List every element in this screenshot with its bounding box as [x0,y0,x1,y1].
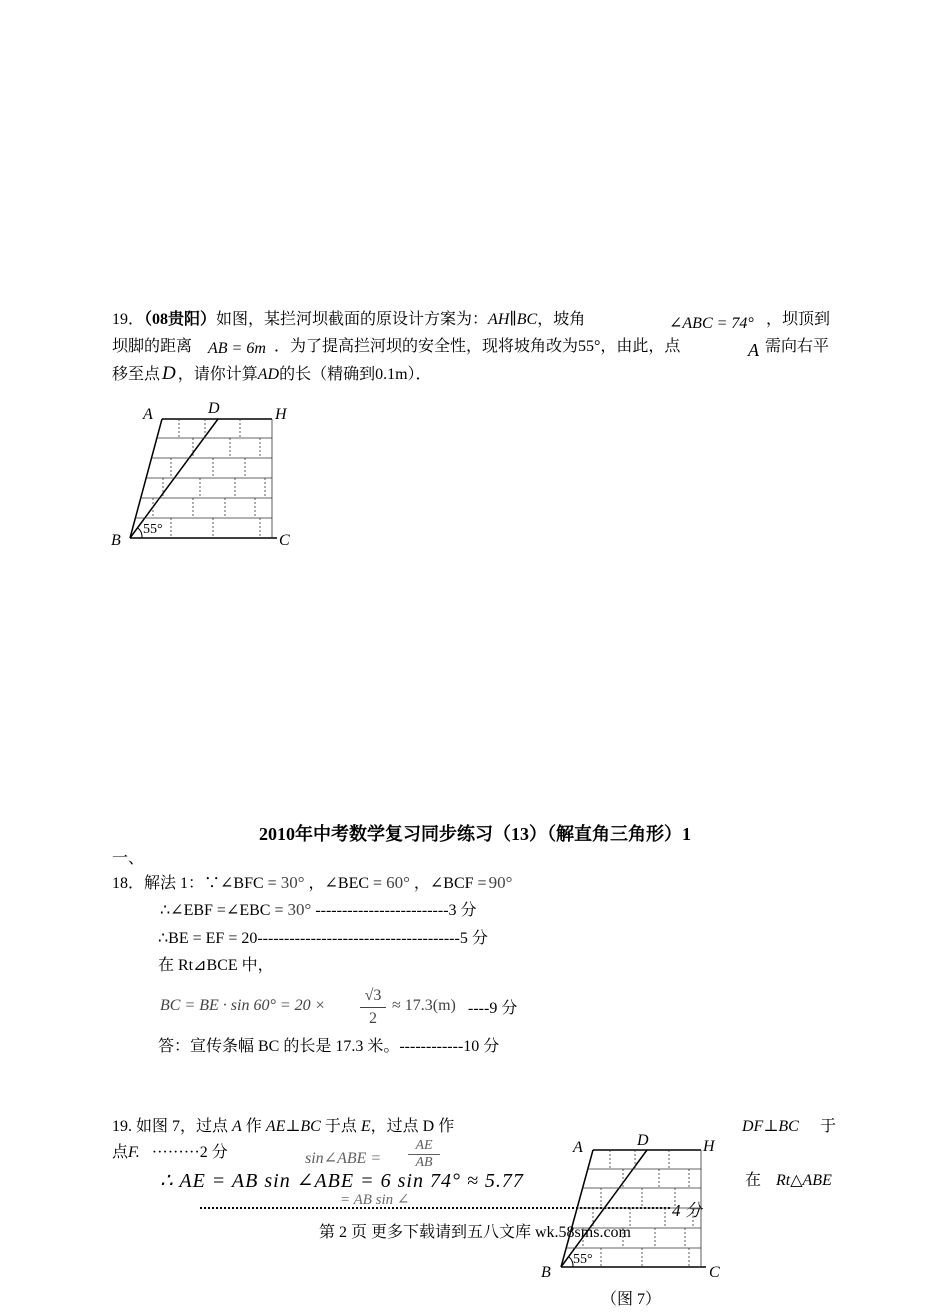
q19-line5-score: 4 分 [672,1201,702,1220]
problem19-line2 [112,336,192,358]
q19-text: 于 [820,1118,837,1135]
sin-denominator: AB [415,1155,433,1170]
figure2-caption: （图 7） [601,1291,662,1308]
q19-line1 [112,1116,454,1138]
formula-score: ----9 分 [468,1000,518,1017]
angle-60-value: 60° [386,873,410,892]
dam-figure-1 [105,395,305,555]
q18-line3: ∴BE = EF = 20--------------------------------------5 分 [158,930,488,947]
q19-text: 19. 如图 7，过点 [112,1118,229,1135]
q19-df-bc: DF⊥BC [742,1118,799,1135]
q18-score: -------------------------3 分 [315,902,477,919]
problem-text: 需向右平 [765,338,830,355]
fig2-angle-label: 55° [573,1252,593,1267]
angle-abc-expr: ∠ABC = 74° [669,315,754,332]
point-a-label: A [748,340,759,360]
fig2-label-h: H [703,1138,715,1155]
formula-left: BC = BE · sin 60° = 20 × [160,997,326,1014]
fig1-label-a: A [143,406,153,423]
q18-text: ∴∠EBF =∠EBC = [160,902,284,919]
problem-text: ，请你计算 [177,366,258,383]
angle-90-value: 90° [488,873,513,892]
fig2-label-d: D [637,1132,649,1149]
q18-text: 18．解法 1：∵∠BFC = [112,875,277,892]
q19-score: ·········2 分 [151,1144,228,1161]
point-d-label: D [162,363,176,384]
q18-line1 [112,872,514,895]
problem-text: 坝脚的距离 [112,338,193,355]
q19-text: 于点 [324,1118,357,1135]
q19-text: 点 [112,1144,129,1161]
problem19-line3 [112,363,432,386]
problem-text: ，坡角 [537,311,586,328]
angle-30-value: 30° [280,873,305,892]
fraction-numerator: √3 [360,985,386,1008]
fig1-label-d: D [208,400,220,417]
q19-rt-abe: Rt△ABE [776,1172,832,1189]
problem-text: ，坝顶到 [766,311,831,328]
fig2-label-a: A [573,1139,583,1156]
angle-30-value: 30° [287,900,312,919]
q19-text: 作 [245,1118,262,1135]
q18-text: ，∠BCF = [413,875,487,892]
q19-line3-right: 在 [745,1172,762,1189]
fig1-angle-label: 55° [143,522,163,537]
q19-line4-partial: = AB sin ∠ [340,1192,410,1208]
segment-ad: AD [257,366,280,383]
formula-fraction [360,985,386,1030]
fig2-label-b: B [541,1264,551,1281]
fig1-label-b: B [111,532,121,549]
problem-text: 的长（精确到0.1m）． [279,366,432,383]
problem-text: ．为了提高拦河坝的安全性，现将坡角改为55°，由此，点 [274,338,681,355]
problem-text: 移至点 [112,366,161,383]
problem-number: 19． [112,311,145,328]
problem-source: （08贵阳） [144,311,217,328]
q19-text: ，过点 D 作 [370,1118,455,1135]
fig1-label-c: C [279,532,290,549]
parallel-expr: AH∥BC [488,311,538,328]
problem-text: 如图，某拦河坝截面的原设计方案为： [216,311,489,328]
q18-answer: 答：宣传条幅 BC 的长是 17.3 米。------------10 分 [158,1038,500,1055]
sin-numerator: AE [408,1138,440,1155]
ab-length-expr: AB = 6m [208,340,266,357]
formula-right: ≈ 17.3(m) [392,997,456,1014]
q19-sin-fraction [408,1138,440,1171]
q18-text: ，∠BEC = [308,875,383,892]
dam-figure-2 [535,1125,735,1290]
q19-sin-left: sin∠ABE = [305,1150,382,1167]
fraction-denominator: 2 [369,1010,377,1027]
q19-line3: ∴ AE = AB sin ∠ABE = 6 sin 74° ≈ 5.77 [160,1170,524,1192]
answers-title: 2010年中考数学复习同步练习（13）（解直角三角形）1 [259,824,691,844]
section-label: 一、 [112,850,145,867]
q18-line2 [160,899,477,922]
fig1-label-h: H [275,406,287,423]
fig2-label-c: C [709,1264,720,1281]
q18-line4: 在 Rt⊿BCE 中， [158,957,274,974]
problem19-line1 [112,309,585,331]
q19-point-e: E [360,1118,371,1135]
q19-point-a: A [232,1118,242,1135]
q19-ae-bc: AE⊥BC [265,1118,321,1135]
q19-line2 [112,1142,228,1164]
q19-point-f: F. [128,1144,140,1161]
page-footer: 第 2 页 更多下载请到五八文库 wk.58sms.com [318,1224,631,1241]
